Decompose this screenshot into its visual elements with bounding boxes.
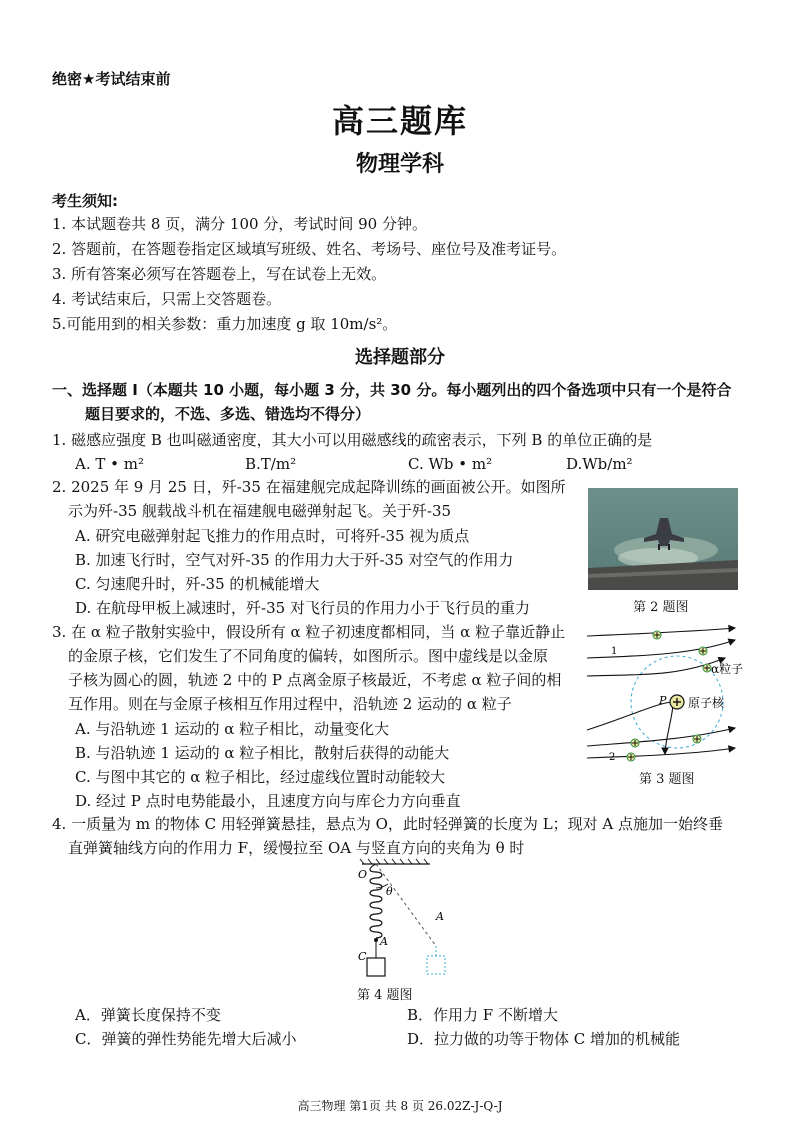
part-heading — [52, 378, 752, 426]
nucleus-label: 原子核 — [688, 696, 725, 710]
theta-label: θ — [386, 885, 393, 898]
question-2-option-b: B. 加速飞行时，空气对歼-35 的作用力大于歼-35 对空气的作用力 — [75, 551, 514, 569]
page-footer: 高三物理 第1页 共 8 页 26.02Z-J-Q-J — [297, 1099, 503, 1113]
jet-photo — [588, 488, 738, 590]
o-label: O — [358, 868, 368, 881]
track-1-label: 1 — [611, 646, 618, 657]
question-2-option-a: A. 研究电磁弹射起飞推力的作用点时，可将歼-35 视为质点 — [75, 527, 470, 545]
track-2 — [587, 702, 673, 754]
confidential-mark: 绝密★考试结束前 — [52, 70, 171, 88]
c-label: C — [358, 950, 367, 963]
question-3-stem-line: 子核为圆心的圆，轨迹 2 中的 P 点离金原子核最近，不考虑 α 粒子间的相 — [68, 671, 562, 689]
question-4-stem-line: 4. 一质量为 m 的物体 C 用轻弹簧悬挂，悬点为 O，此时轻弹簧的长度为 L；现对 A 点施加一始终垂 — [52, 815, 724, 833]
question-3-option-b: B. 与沿轨迹 1 运动的 α 粒子相比，散射后获得的动能大 — [75, 744, 450, 762]
notice-item: 2. 答题前，在答题卷指定区域填写班级、姓名、考场号、座位号及准考证号。 — [52, 240, 567, 258]
question-1-option-d: D.Wb/m² — [566, 455, 633, 473]
notice-item: 4. 考试结束后，只需上交答题卷。 — [52, 290, 282, 308]
notice-item: 5.可能用到的相关参数：重力加速度 g 取 10m/s²。 — [52, 315, 398, 333]
notice-item: 3. 所有答案必须写在答题卷上，写在试卷上无效。 — [52, 265, 387, 283]
track-2-label: 2 — [609, 752, 616, 763]
notice-heading: 考生须知: — [52, 192, 118, 210]
question-3-option-a: A. 与沿轨迹 1 运动的 α 粒子相比，动量变化大 — [75, 720, 390, 738]
question-3-figure-caption: 第 3 题图 — [639, 772, 695, 787]
question-2-stem-line: 示为歼-35 舰载战斗机在福建舰电磁弹射起飞。关于歼-35 — [68, 502, 452, 520]
spring-diagram — [340, 858, 460, 982]
part-heading-line1: 一、选择题 I（本题共 10 小题，每小题 3 分，共 30 分。每小题列出的四个备选项中只有一个是符合 — [52, 381, 732, 399]
alpha-label: α粒子 — [711, 662, 744, 676]
question-2-stem-line: 2. 2025 年 9 月 25 日，歼-35 在福建舰完成起降训练的画面被公开。如图所 — [52, 478, 566, 496]
question-4-option-b: B．作用力 F 不断增大 — [407, 1006, 558, 1024]
question-3-stem-line: 3. 在 α 粒子散射实验中，假设所有 α 粒子初速度都相同，当 α 粒子靠近静止 — [52, 623, 566, 641]
page-title: 高三题库 — [331, 102, 468, 140]
question-2-stem — [52, 475, 566, 523]
question-2-option-c: C. 匀速爬升时，歼-35 的机械能增大 — [75, 575, 320, 593]
block-c-moved — [427, 956, 445, 974]
section-title: 选择题部分 — [355, 347, 445, 368]
question-4-stem — [52, 812, 723, 860]
question-4-stem-line: 直弹簧轴线方向的作用力 F，缓慢拉至 OA 与竖直方向的夹角为 θ 时 — [68, 839, 525, 857]
question-4-option-c: C．弹簧的弹性势能先增大后减小 — [75, 1030, 297, 1048]
page-subtitle: 物理学科 — [355, 152, 444, 177]
question-4-figure-caption: 第 4 题图 — [357, 988, 413, 1003]
question-2-option-d: D. 在航母甲板上减速时，歼-35 对飞行员的作用力小于飞行员的重力 — [75, 599, 530, 617]
question-3-option-c: C. 与图中其它的 α 粒子相比，经过虚线位置时动能较大 — [75, 768, 446, 786]
a-label: A — [380, 935, 388, 948]
track-upper — [587, 640, 735, 658]
spring-coil — [370, 864, 382, 938]
question-3-stem — [52, 620, 565, 716]
question-1-option-a: A. T • m² — [75, 455, 144, 473]
question-4-option-a: A．弹簧长度保持不变 — [75, 1006, 221, 1024]
part-heading-line2: 题目要求的，不选、多选、错选均不得分） — [85, 405, 371, 423]
question-2-figure-caption: 第 2 题图 — [633, 600, 689, 615]
question-3-stem-line: 互作用。则在与金原子核相互作用过程中，沿轨迹 2 运动的 α 粒子 — [68, 695, 512, 713]
question-3-stem-line: 的金原子核，它们发生了不同角度的偏转，如图所示。图中虚线是以金原 — [68, 647, 549, 665]
p-label: P — [659, 694, 667, 707]
question-4-option-d: D．拉力做的功等于物体 C 增加的机械能 — [407, 1030, 681, 1048]
question-1-option-c: C. Wb • m² — [408, 455, 493, 473]
question-3-option-d: D. 经过 P 点时电势能最小，且速度方向与库仑力方向垂直 — [75, 792, 461, 810]
tilted-axis — [376, 864, 436, 946]
notice-item: 1. 本试题卷共 8 页，满分 100 分，考试时间 90 分钟。 — [52, 215, 427, 233]
question-1-option-b: B.T/m² — [245, 455, 297, 473]
block-c — [367, 958, 385, 976]
a2-label: A — [436, 910, 444, 923]
question-1-stem: 1. 磁感应强度 B 也叫磁通密度，其大小可以用磁感线的疏密表示，下列 B 的单位正确的是 — [52, 431, 653, 449]
alpha-scattering-diagram — [585, 618, 745, 766]
